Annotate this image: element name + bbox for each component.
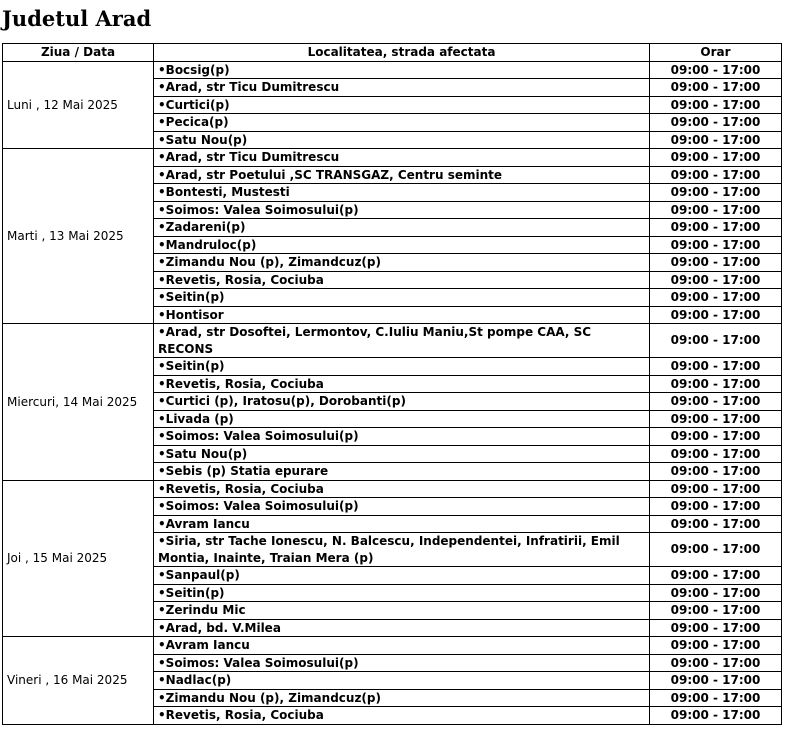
- hours-cell: 09:00 - 17:00: [650, 184, 782, 202]
- hours-cell: 09:00 - 17:00: [650, 254, 782, 272]
- location-cell: •Mandruloc(p): [154, 236, 650, 254]
- location-cell: •Seitin(p): [154, 289, 650, 307]
- location-cell: •Bocsig(p): [154, 61, 650, 79]
- day-date-cell: Marti , 13 Mai 2025: [3, 149, 154, 324]
- location-cell: •Arad, bd. V.Milea: [154, 619, 650, 637]
- hours-cell: 09:00 - 17:00: [650, 567, 782, 585]
- hours-cell: 09:00 - 17:00: [650, 689, 782, 707]
- location-cell: •Arad, str Dosoftei, Lermontov, C.Iuliu Maniu,St pompe CAA, SC RECONS: [154, 324, 650, 358]
- location-cell: •Sanpaul(p): [154, 567, 650, 585]
- location-cell: •Revetis, Rosia, Cociuba: [154, 375, 650, 393]
- hours-cell: 09:00 - 17:00: [650, 498, 782, 516]
- table-row: [3, 480, 782, 498]
- location-cell: •Zadareni(p): [154, 219, 650, 237]
- location-cell: •Arad, str Ticu Dumitrescu: [154, 79, 650, 97]
- hours-cell: 09:00 - 17:00: [650, 149, 782, 167]
- hours-cell: 09:00 - 17:00: [650, 324, 782, 358]
- hours-cell: 09:00 - 17:00: [650, 672, 782, 690]
- hours-cell: 09:00 - 17:00: [650, 219, 782, 237]
- hours-cell: 09:00 - 17:00: [650, 306, 782, 324]
- column-header-hours: Orar: [650, 44, 782, 62]
- location-cell: •Nadlac(p): [154, 672, 650, 690]
- location-cell: •Hontisor: [154, 306, 650, 324]
- hours-cell: 09:00 - 17:00: [650, 166, 782, 184]
- location-cell: •Seitin(p): [154, 584, 650, 602]
- location-cell: •Livada (p): [154, 410, 650, 428]
- hours-cell: 09:00 - 17:00: [650, 289, 782, 307]
- schedule-body: [3, 61, 782, 724]
- hours-cell: 09:00 - 17:00: [650, 201, 782, 219]
- location-cell: •Curtici (p), Iratosu(p), Dorobanti(p): [154, 393, 650, 411]
- hours-cell: 09:00 - 17:00: [650, 61, 782, 79]
- hours-cell: 09:00 - 17:00: [650, 410, 782, 428]
- location-cell: •Curtici(p): [154, 96, 650, 114]
- hours-cell: 09:00 - 17:00: [650, 79, 782, 97]
- location-cell: •Revetis, Rosia, Cociuba: [154, 480, 650, 498]
- hours-cell: 09:00 - 17:00: [650, 533, 782, 567]
- location-cell: •Zerindu Mic: [154, 602, 650, 620]
- schedule-table: [2, 43, 782, 725]
- location-cell: •Soimos: Valea Soimosului(p): [154, 498, 650, 516]
- location-cell: •Revetis, Rosia, Cociuba: [154, 271, 650, 289]
- hours-cell: 09:00 - 17:00: [650, 131, 782, 149]
- hours-cell: 09:00 - 17:00: [650, 428, 782, 446]
- hours-cell: 09:00 - 17:00: [650, 480, 782, 498]
- location-cell: •Pecica(p): [154, 114, 650, 132]
- location-cell: •Soimos: Valea Soimosului(p): [154, 428, 650, 446]
- location-cell: •Siria, str Tache Ionescu, N. Balcescu, Independentei, Infratirii, Emil Montia, Inainte, Traian Mera (p): [154, 533, 650, 567]
- column-header-day: Ziua / Data: [3, 44, 154, 62]
- hours-cell: 09:00 - 17:00: [650, 375, 782, 393]
- location-cell: •Zimandu Nou (p), Zimandcuz(p): [154, 254, 650, 272]
- location-cell: •Revetis, Rosia, Cociuba: [154, 707, 650, 725]
- hours-cell: 09:00 - 17:00: [650, 463, 782, 481]
- hours-cell: 09:00 - 17:00: [650, 584, 782, 602]
- location-cell: •Soimos: Valea Soimosului(p): [154, 201, 650, 219]
- column-header-location: Localitatea, strada afectata: [154, 44, 650, 62]
- location-cell: •Zimandu Nou (p), Zimandcuz(p): [154, 689, 650, 707]
- hours-cell: 09:00 - 17:00: [650, 654, 782, 672]
- header-row: [3, 44, 782, 62]
- day-date-cell: Vineri , 16 Mai 2025: [3, 637, 154, 725]
- hours-cell: 09:00 - 17:00: [650, 445, 782, 463]
- hours-cell: 09:00 - 17:00: [650, 619, 782, 637]
- hours-cell: 09:00 - 17:00: [650, 637, 782, 655]
- location-cell: •Avram Iancu: [154, 637, 650, 655]
- table-row: [3, 324, 782, 358]
- location-cell: •Arad, str Ticu Dumitrescu: [154, 149, 650, 167]
- hours-cell: 09:00 - 17:00: [650, 393, 782, 411]
- location-cell: •Sebis (p) Statia epurare: [154, 463, 650, 481]
- table-row: [3, 149, 782, 167]
- day-date-cell: Joi , 15 Mai 2025: [3, 480, 154, 637]
- location-cell: •Avram Iancu: [154, 515, 650, 533]
- table-row: [3, 61, 782, 79]
- hours-cell: 09:00 - 17:00: [650, 96, 782, 114]
- location-cell: •Bontesti, Mustesti: [154, 184, 650, 202]
- location-cell: •Seitin(p): [154, 358, 650, 376]
- hours-cell: 09:00 - 17:00: [650, 358, 782, 376]
- hours-cell: 09:00 - 17:00: [650, 236, 782, 254]
- hours-cell: 09:00 - 17:00: [650, 271, 782, 289]
- page-title: Judetul Arad: [2, 6, 152, 31]
- day-date-cell: Luni , 12 Mai 2025: [3, 61, 154, 149]
- hours-cell: 09:00 - 17:00: [650, 707, 782, 725]
- day-date-cell: Miercuri, 14 Mai 2025: [3, 324, 154, 481]
- table-row: [3, 637, 782, 655]
- location-cell: •Arad, str Poetului ,SC TRANSGAZ, Centru seminte: [154, 166, 650, 184]
- hours-cell: 09:00 - 17:00: [650, 114, 782, 132]
- location-cell: •Satu Nou(p): [154, 131, 650, 149]
- hours-cell: 09:00 - 17:00: [650, 515, 782, 533]
- hours-cell: 09:00 - 17:00: [650, 602, 782, 620]
- location-cell: •Soimos: Valea Soimosului(p): [154, 654, 650, 672]
- location-cell: •Satu Nou(p): [154, 445, 650, 463]
